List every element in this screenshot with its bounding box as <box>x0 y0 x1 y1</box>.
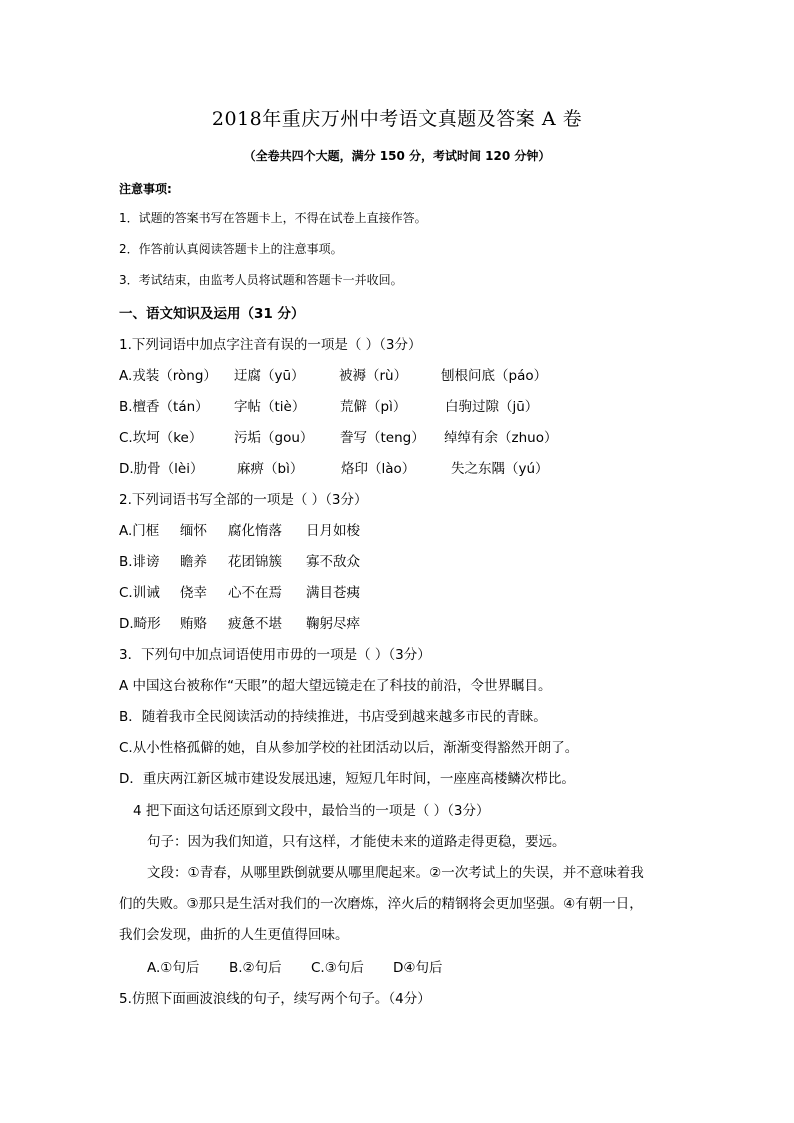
option-term: D.肋骨（lèi） <box>119 461 204 477</box>
option-term: 烙印（lào） <box>341 461 416 477</box>
option-term: 寡不敌众 <box>306 554 360 570</box>
exam-subtitle: （全卷共四个大题，满分 150 分，考试时间 120 分钟） <box>243 149 551 163</box>
option-term: A.①句后 <box>147 960 200 976</box>
question-4-sentence: 句子：因为我们知道，只有这样，才能使未来的道路走得更稳，要远。 <box>147 834 566 850</box>
option-term: 誊写（teng） <box>340 430 425 446</box>
option-term: B.檀香（tán） <box>119 399 209 415</box>
notice-item: 1．试题的答案书写在答题卡上，不得在试卷上直接作答。 <box>119 211 427 225</box>
option-term: 贿赂 <box>180 616 207 632</box>
option-term: 缅怀 <box>180 523 207 539</box>
page-title: 2018年重庆万州中考语文真题及答案 A 卷 <box>211 108 583 130</box>
question-1-stem: 1.下列词语中加点字注音有误的一项是（ ）（3分） <box>119 337 422 353</box>
option-term: 满目苍痍 <box>306 585 360 601</box>
option-term: 迂腐（yū） <box>234 368 305 384</box>
option-term: B.②句后 <box>229 960 282 976</box>
question-4-passage-line: 们的失败。③那只是生活对我们的一次磨炼，淬火后的精钢将会更加坚强。④有朝一日， <box>119 896 643 912</box>
question-3-option-a: A 中国这台被称作“天眼”的超大望远镜走在了科技的前沿，令世界瞩目。 <box>119 678 552 694</box>
question-2-stem: 2.下列词语书写全部的一项是（ ）（3分） <box>119 492 368 508</box>
question-1-option-a <box>119 364 547 384</box>
option-term: 腐化惰落 <box>228 523 282 539</box>
option-term: 瞻养 <box>180 554 207 570</box>
notice-heading: 注意事项: <box>119 182 172 196</box>
option-term: C.训诫 <box>119 585 160 601</box>
option-term: 白驹过隙（jū） <box>445 399 539 415</box>
option-term: 日月如梭 <box>306 523 360 539</box>
option-term: D.畸形 <box>119 616 161 632</box>
option-term: 荒僻（pì） <box>340 399 407 415</box>
option-term: C.③句后 <box>311 960 364 976</box>
option-term: B.诽谤 <box>119 554 160 570</box>
question-3-stem: 3．下列句中加点词语使用市毋的一项是（ ）（3分） <box>119 647 431 663</box>
option-term: 污垢（gou） <box>234 430 314 446</box>
question-2-option-b <box>119 550 360 570</box>
option-term: 被褥（rù） <box>339 368 408 384</box>
question-2-option-c <box>119 581 360 601</box>
question-4-options <box>147 956 443 976</box>
question-4-stem: 4 把下面这句话还原到文段中，最恰当的一项是（ ）（3分） <box>133 803 490 819</box>
notice-item: 3．考试结束，由监考人员将试题和答题卡一并收回。 <box>119 273 403 287</box>
option-term: 刨根问底（páo） <box>441 368 548 384</box>
question-1-option-d <box>119 457 549 477</box>
question-2-option-a <box>119 519 360 539</box>
option-term: 字帖（tiè） <box>234 399 306 415</box>
option-term: 失之东隅（yú） <box>451 461 549 477</box>
option-term: D④句后 <box>393 960 443 976</box>
question-4-passage-line: 文段：①青春，从哪里跌倒就要从哪里爬起来。②一次考试上的失误，并不意味着我 <box>147 865 644 881</box>
option-term: 疲惫不堪 <box>228 616 282 632</box>
question-1-option-b <box>119 395 538 415</box>
option-term: 心不在焉 <box>228 585 282 601</box>
question-5-stem: 5.仿照下面画波浪线的句子，续写两个句子。（4分） <box>119 991 431 1007</box>
option-term: 鞠躬尽瘁 <box>306 616 360 632</box>
option-term: 麻痹（bì） <box>237 461 304 477</box>
question-2-option-d <box>119 612 360 632</box>
option-term: 绰绰有余（zhuo） <box>444 430 558 446</box>
option-term: C.坎坷（ke） <box>119 430 203 446</box>
option-term: A.门框 <box>119 523 160 539</box>
option-term: A.戎装（ròng） <box>119 368 217 384</box>
question-3-option-d: D．重庆两江新区城市建设发展迅速，短短几年时间，一座座高楼鳞次栉比。 <box>119 771 575 787</box>
section-heading: 一、语文知识及运用（31 分） <box>119 306 305 322</box>
question-3-option-b: B．随着我市全民阅读活动的持续推进，书店受到越来越多市民的青睐。 <box>119 709 547 725</box>
question-3-option-c: C.从小性格孤僻的她，自从参加学校的社团活动以后，渐渐变得豁然开朗了。 <box>119 740 579 756</box>
question-4-passage-line: 我们会发现，曲折的人生更值得回味。 <box>119 927 349 943</box>
option-term: 花团锦簇 <box>228 554 282 570</box>
notice-item: 2．作答前认真阅读答题卡上的注意事项。 <box>119 242 343 256</box>
option-term: 侥幸 <box>180 585 207 601</box>
question-1-option-c <box>119 426 557 446</box>
